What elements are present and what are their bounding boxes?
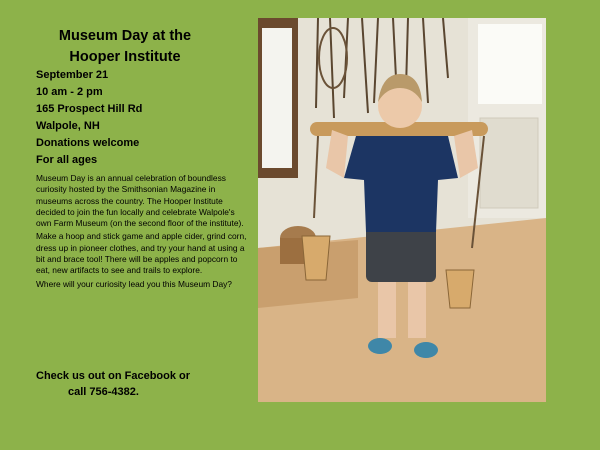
event-town: Walpole, NH — [36, 120, 100, 132]
event-ages: For all ages — [36, 154, 98, 166]
contact-line-2: call 756-4382. — [68, 386, 139, 398]
event-details — [36, 67, 142, 169]
photo-child-shoe-left — [368, 338, 392, 354]
contact-line-1: Check us out on Facebook or — [36, 370, 191, 382]
event-donations: Donations welcome — [36, 137, 140, 149]
description-paragraph-3: Where will your curiosity lead you this Museum Day? — [36, 278, 232, 289]
event-address: 165 Prospect Hill Rd — [36, 103, 143, 115]
photo-child-shorts — [366, 226, 436, 282]
photo-bucket-right — [446, 270, 474, 308]
event-description — [36, 173, 248, 292]
contact-info — [36, 368, 190, 400]
description-paragraph-1: Museum Day is an annual celebration of boundless curiosity hosted by the Smithsonian Magazine in museums across the country. The Hooper Institute decided to join the fun locally and celebrate Walpole's own Farm Museum (on the second floor of the institute). — [36, 173, 244, 229]
event-photo — [258, 18, 546, 402]
title-line-1: Museum Day at the — [58, 28, 192, 44]
photo-child-with-yoke-and-buckets — [258, 18, 546, 402]
event-date: September 21 — [36, 69, 109, 81]
photo-door-panel — [480, 118, 538, 208]
title-line-2: Hooper Institute — [69, 49, 181, 65]
photo-child-shoe-right — [414, 342, 438, 358]
description-paragraph-2: Make a hoop and stick game and apple cider, grind corn, dress up in pioneer clothes, and try your hand at using a bit and brace tool! There will be apples and popcorn to eat, new artifacts to see and trails to explore. — [36, 231, 247, 276]
photo-window — [262, 28, 292, 168]
photo-door-window — [478, 24, 542, 104]
event-title — [24, 26, 226, 68]
photo-bucket-left — [302, 236, 330, 280]
event-time: 10 am - 2 pm — [36, 86, 103, 98]
